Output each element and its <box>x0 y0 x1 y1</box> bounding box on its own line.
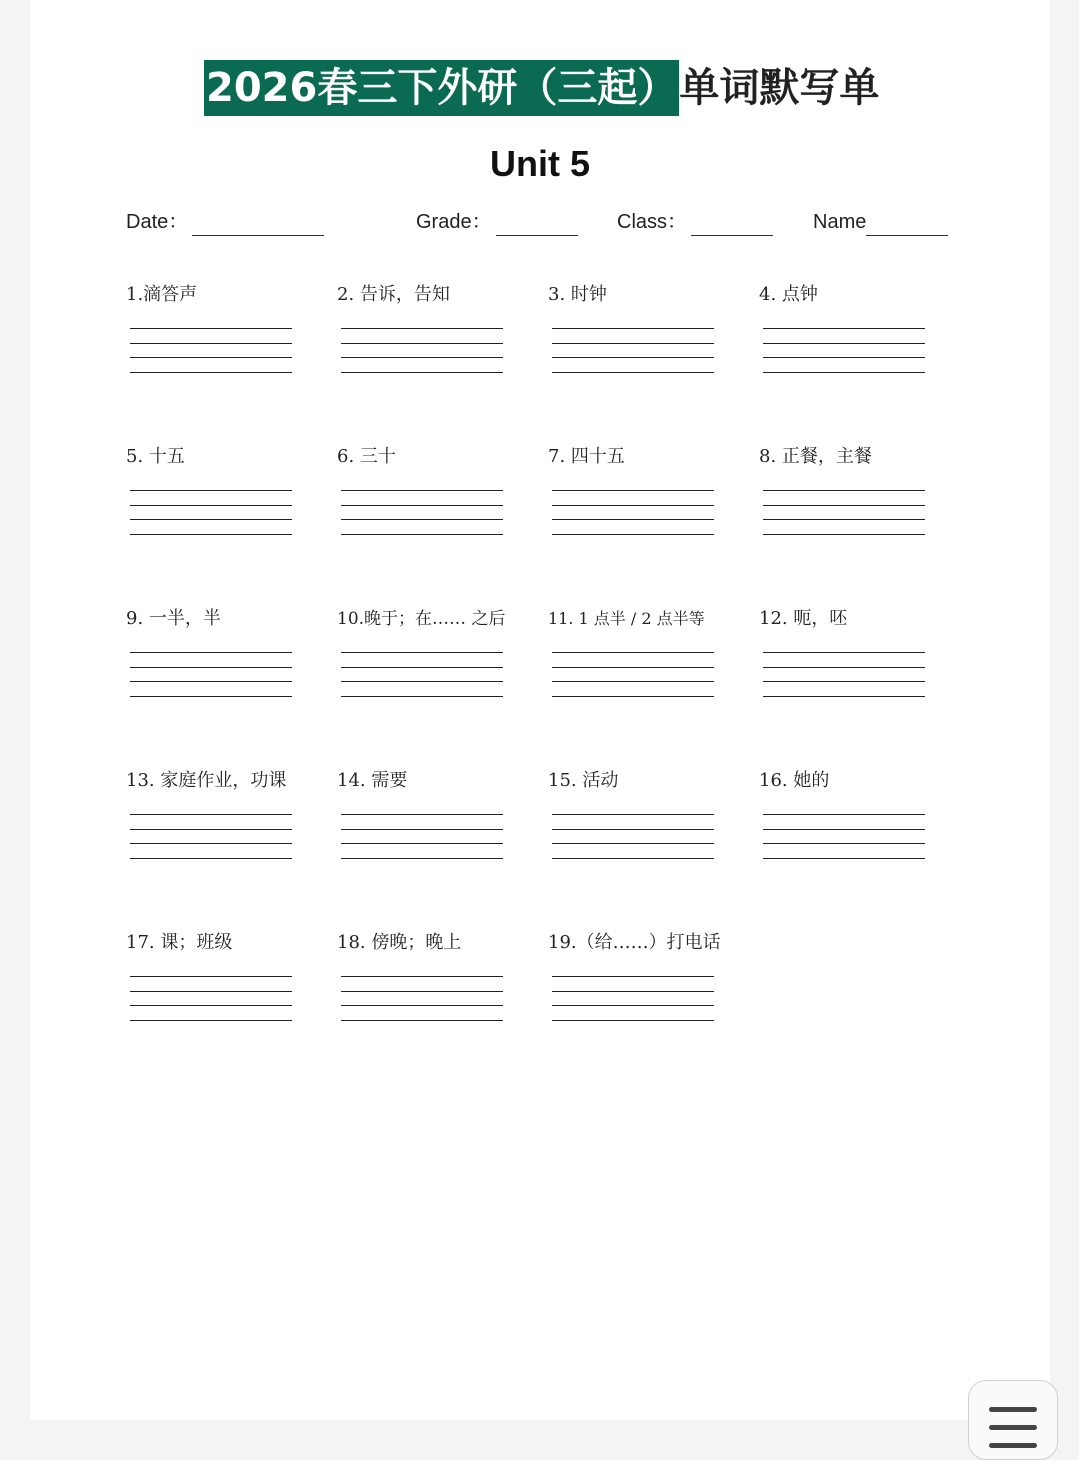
writing-line <box>763 814 925 815</box>
writing-line <box>130 1020 292 1021</box>
menu-button[interactable] <box>968 1380 1058 1460</box>
writing-line <box>552 991 714 992</box>
word-prompt: 6. 三十 <box>337 446 396 467</box>
writing-line <box>341 843 503 844</box>
writing-line <box>130 814 292 815</box>
writing-line <box>552 1020 714 1021</box>
worksheet-title <box>204 60 879 116</box>
writing-line <box>341 814 503 815</box>
writing-line <box>130 490 292 491</box>
writing-line <box>341 667 503 668</box>
writing-line <box>552 696 714 697</box>
writing-line <box>552 829 714 830</box>
unit-heading: Unit 5 <box>489 143 590 184</box>
writing-line <box>130 1005 292 1006</box>
writing-line <box>552 652 714 653</box>
word-prompt: 14. 需要 <box>337 770 408 791</box>
writing-line <box>341 976 503 977</box>
writing-line <box>552 843 714 844</box>
writing-line <box>552 976 714 977</box>
writing-line <box>763 652 925 653</box>
writing-line <box>130 372 292 373</box>
writing-line <box>130 829 292 830</box>
date-label: Date： <box>126 211 189 233</box>
word-prompt: 2. 告诉，告知 <box>337 284 450 305</box>
writing-line <box>763 357 925 358</box>
writing-line <box>552 681 714 682</box>
writing-line <box>552 667 714 668</box>
title-rest: 单词默写单 <box>679 65 880 111</box>
word-prompt: 18. 傍晚；晚上 <box>337 932 462 953</box>
writing-line <box>130 696 292 697</box>
class-field <box>617 208 773 236</box>
writing-line <box>763 858 925 859</box>
writing-line <box>763 519 925 520</box>
writing-line <box>763 829 925 830</box>
writing-line <box>130 652 292 653</box>
writing-line <box>763 667 925 668</box>
writing-line <box>341 505 503 506</box>
writing-line <box>130 505 292 506</box>
writing-line <box>341 1005 503 1006</box>
grade-field <box>416 208 578 236</box>
word-prompt: 9. 一半，半 <box>126 608 221 629</box>
class-blank <box>691 215 773 236</box>
word-prompt: 11. 1 点半 / 2 点半等 <box>548 609 705 628</box>
writing-line <box>552 328 714 329</box>
writing-line <box>341 1020 503 1021</box>
word-prompt: 4. 点钟 <box>759 284 818 305</box>
writing-line <box>552 858 714 859</box>
name-blank <box>866 215 948 236</box>
word-prompt: 7. 四十五 <box>548 446 625 467</box>
writing-line <box>552 519 714 520</box>
writing-line <box>552 357 714 358</box>
writing-line <box>130 357 292 358</box>
writing-line <box>552 1005 714 1006</box>
writing-line <box>130 328 292 329</box>
word-prompt: 8. 正餐，主餐 <box>759 446 872 467</box>
writing-line <box>341 652 503 653</box>
writing-line <box>763 343 925 344</box>
writing-line <box>130 976 292 977</box>
writing-line <box>552 490 714 491</box>
grade-blank <box>496 215 578 236</box>
writing-line <box>552 372 714 373</box>
writing-line <box>763 328 925 329</box>
word-prompt: 19.（给……）打电话 <box>548 932 721 953</box>
writing-line <box>130 534 292 535</box>
word-prompt: 1.滴答声 <box>126 284 198 305</box>
writing-line <box>341 490 503 491</box>
class-label: Class： <box>617 211 688 233</box>
grade-label: Grade： <box>416 211 492 233</box>
writing-line <box>341 372 503 373</box>
writing-line <box>341 696 503 697</box>
writing-line <box>552 505 714 506</box>
writing-line <box>341 858 503 859</box>
writing-line <box>341 357 503 358</box>
writing-line <box>763 681 925 682</box>
word-prompt: 3. 时钟 <box>548 284 607 305</box>
writing-line <box>341 519 503 520</box>
writing-line <box>130 991 292 992</box>
writing-line <box>130 667 292 668</box>
writing-line <box>552 534 714 535</box>
writing-line <box>130 681 292 682</box>
writing-line <box>130 343 292 344</box>
writing-line <box>130 858 292 859</box>
date-field <box>126 208 324 236</box>
writing-line <box>341 343 503 344</box>
writing-line <box>341 991 503 992</box>
writing-line <box>341 681 503 682</box>
worksheet-page <box>30 0 1050 1420</box>
writing-line <box>341 534 503 535</box>
word-prompt: 5. 十五 <box>126 446 185 467</box>
name-label: Name <box>813 211 867 233</box>
writing-line <box>763 534 925 535</box>
word-prompt: 10.晚于；在…… 之后 <box>337 609 506 629</box>
writing-line <box>763 490 925 491</box>
word-prompt: 12. 呃，呸 <box>759 608 848 629</box>
writing-line <box>130 519 292 520</box>
word-prompt: 16. 她的 <box>759 770 830 791</box>
writing-line <box>341 829 503 830</box>
date-blank <box>192 215 324 236</box>
title-highlight: 2026春三下外研（三起） <box>204 60 679 116</box>
writing-line <box>552 343 714 344</box>
word-prompt: 17. 课；班级 <box>126 932 233 953</box>
writing-line <box>341 328 503 329</box>
word-prompt: 15. 活动 <box>548 770 619 791</box>
writing-line <box>130 843 292 844</box>
writing-line <box>552 814 714 815</box>
writing-line <box>763 843 925 844</box>
name-field <box>813 208 948 236</box>
writing-line <box>763 372 925 373</box>
writing-line <box>763 505 925 506</box>
word-prompt: 13. 家庭作业，功课 <box>126 770 287 791</box>
writing-line <box>763 696 925 697</box>
